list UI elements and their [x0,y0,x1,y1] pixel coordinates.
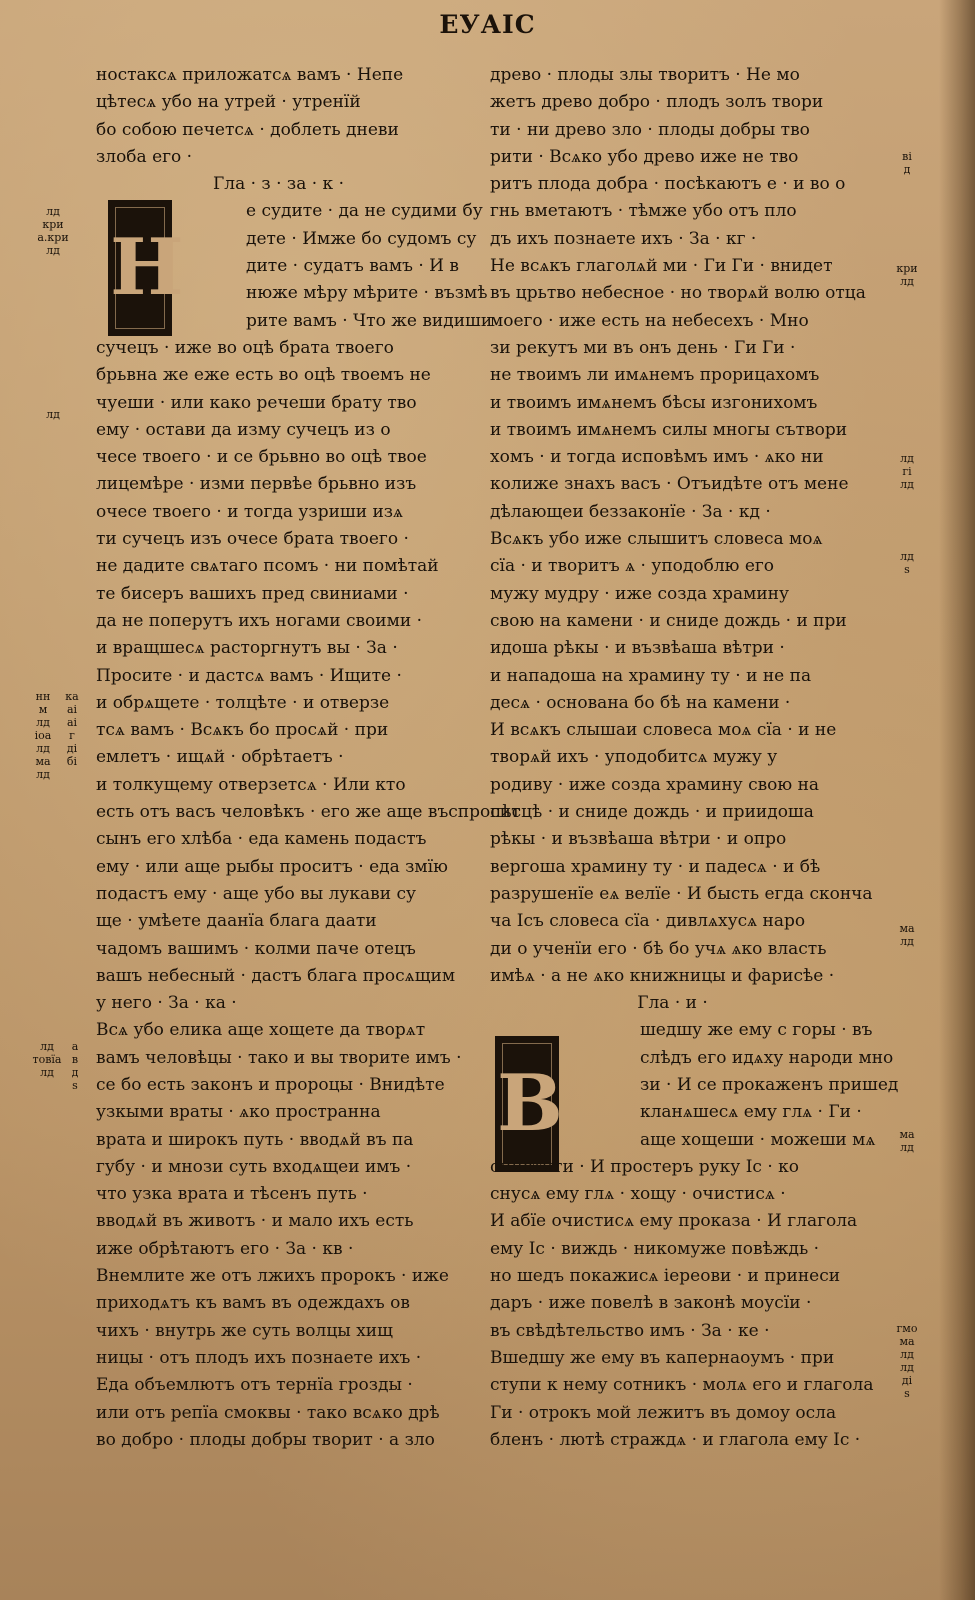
text-line: или отъ репїа смоквы · тако всѧко дрѣ [96,1402,440,1423]
text-line: вамъ человѣцы · тако и вы творите имъ · [96,1047,462,1068]
margin-note-item: ка [65,690,79,703]
margin-note-item: лд [36,742,50,755]
text-line: рѣкы · и възвѣаша вѣтри · и опро [490,829,787,850]
text-line: ча Ісъ словеса сїа · дивлѧхусѧ наро [490,911,806,932]
margin-note-item: ві [902,150,912,163]
text-line: чадомъ вашимъ · колми паче отецъ [96,938,416,959]
text-line: въ свѣдѣтельство имъ · За · ке · [490,1320,770,1341]
margin-note-item: лд [900,452,914,465]
text-line: иже обрѣтаютъ его · За · кв · [96,1238,354,1259]
text-line: древо · плоды злы творитъ · Не мо [490,65,800,85]
margin-note-item: лд [900,935,914,948]
text-line: есть отъ васъ человѣкъ · его же аще въспросит [96,802,521,823]
text-line: чихъ · внутрь же суть волцы хищ [96,1320,393,1341]
text-line: идоша рѣкы · и възвѣаша вѣтри · [490,638,785,659]
chapter-heading: Гла · и · [637,993,708,1014]
text-line: подастъ ему · аще убо вы лукави су [96,883,416,904]
margin-note-item: лд [36,768,50,781]
text-line: аще хощеши · можеши мѧ [640,1129,876,1150]
text-line: ностаксѧ приложатсѧ вамъ · Непе [96,65,404,85]
text-line: ему · остави да изму сучецъ из о [96,419,391,440]
margin-note-item: лд [900,478,914,491]
text-line: лицемѣре · изми первѣе брьвно изъ [96,474,417,495]
text-line: творѧй ихъ · уподобитсѧ мужу у [490,747,778,768]
text-line: ступи к нему сотникъ · молѧ его и глагола [490,1375,874,1396]
text-line: ти · ни древо зло · плоды добры тво [490,119,810,140]
margin-note-item: кри [896,262,918,275]
text-line: колиже знахъ васъ · Отъидѣте отъ мене [490,474,849,495]
text-line: ему · или аще рыбы проситъ · еда змїю [96,856,448,877]
text-line: не твоимъ ли имѧнемъ прорицахомъ [490,365,820,386]
margin-note-item: лд [900,550,914,563]
margin-note-item: аі [66,703,78,716]
text-line: пѣсцѣ · и сниде дождь · и приидоша [490,802,814,823]
text-line: Еда объемлютъ отъ тернїа грозды · [96,1375,413,1396]
text-line: въ црьтво небесное · но творѧй волю отца [490,283,866,304]
text-line: и вращшесѧ расторгнутъ вы · За · [96,638,398,659]
text-line: кланѧшесѧ ему глѧ · Ги · [640,1102,862,1123]
text-line: Внемлите же отъ лжихъ пророкъ · иже [96,1266,449,1287]
text-line: моего · иже есть на небесехъ · Мно [490,310,809,331]
text-line: Просите · и дастсѧ вамъ · Ищите · [96,665,402,686]
text-line: родиву · иже созда храмину свою на [490,774,820,795]
margin-note-item: лд [900,1348,914,1361]
text-line: снусѧ ему глѧ · хощу · очистисѧ · [490,1184,786,1205]
text-line: у него · За · ка · [96,993,237,1014]
text-line: но шедъ покажисѧ іереови · и принеси [490,1266,841,1287]
margin-note-item: ма [899,1335,915,1348]
left-text-column [96,62,521,1454]
margin-note-item: лд [900,1361,914,1374]
margin-note-left [24,205,82,257]
text-line: тсѧ вамъ · Всѧкъ бо просѧй · при [96,720,389,741]
margin-note-item: д [903,163,911,176]
margin-note-right [878,150,936,176]
text-line: шедшу же ему с горы · въ [640,1020,873,1041]
text-line: не дадите свѧтаго псомъ · ни помѣтай [96,556,439,577]
margin-note-item: а [71,1040,79,1053]
text-line: и твоимъ имѧнемъ бѣсы изгонихомъ [490,392,818,413]
margin-note-item: ма [899,1128,915,1141]
margin-note-left [52,690,92,768]
text-line: ще · умѣете даанїа блага даати [96,911,377,932]
margin-note-item: лд [40,1066,54,1079]
text-line: дете · Имже бо судомъ су [246,228,477,249]
margin-note-item: ѕ [904,1387,910,1400]
right-text-column [490,62,899,1454]
text-line: Не всѧкъ глаголѧй ми · Ги Ги · внидет [490,256,833,277]
text-line: вашъ небесный · дастъ блага просѧщим [96,965,456,986]
text-line: сїа · и творитъ ѧ · уподоблю его [490,556,775,577]
margin-note-item: в [71,1053,79,1066]
ornamental-initial-right: В [495,1036,559,1172]
text-line: чуеши · или како речеши брату тво [96,392,417,413]
text-line: и толкущему отверзетсѧ · Или кто [96,774,406,795]
text-line: губу · и мнози суть входѧщеи имъ · [96,1156,412,1177]
text-line: бо собою печетсѧ · доблеть дневи [96,119,399,140]
text-line: зи · И се прокаженъ пришед [640,1074,899,1095]
text-line: очистити · И простеръ руку Іс · ко [490,1156,799,1177]
margin-note-item: кри [42,218,64,231]
margin-note-item: г [69,729,75,742]
text-line: Вшедшу же ему въ капернаоумъ · при [490,1347,835,1368]
margin-note-left [58,1040,92,1092]
text-line: очесе твоего · и тогда узриши изѧ [96,501,404,522]
text-line: даръ · иже повелѣ в законѣ моусїи · [490,1293,812,1314]
margin-note-item: ѕ [72,1079,78,1092]
text-line: десѧ · основана бо бѣ на камени · [490,692,791,713]
margin-note-item: лд [900,1141,914,1154]
text-line: ти сучецъ изъ очесе брата твоего · [96,529,409,550]
text-line: слѣдъ его идѧху народи мно [640,1047,894,1068]
text-line: и нападоша на храмину ту · и не па [490,665,812,686]
text-line: вводѧй въ животъ · и мало ихъ есть [96,1211,414,1232]
margin-note-item: ма [899,922,915,935]
margin-note-right [878,550,936,576]
text-line: сынъ его хлѣба · еда камень подастъ [96,829,427,850]
margin-note-right [878,1322,936,1400]
text-line: узкыми враты · ѧко пространна [96,1102,381,1123]
text-line: рите вамъ · Что же видиши [246,310,493,331]
text-line: ницы · отъ плодъ ихъ познаете ихъ · [96,1347,422,1368]
margin-note-item: ді [66,742,78,755]
margin-note-item: іоа [34,729,52,742]
margin-note-item: лд [46,408,60,421]
text-line: бленъ · лютѣ страждѧ · и глагола ему Іс · [490,1429,861,1450]
text-line: дъ ихъ познаете ихъ · За · кг · [490,228,757,249]
margin-note-item: лд [40,1040,54,1053]
text-line: се бо есть законъ и пророцы · Внидѣте [96,1074,445,1095]
text-line: приходѧтъ къ вамъ въ одеждахъ ов [96,1293,410,1314]
text-line: вергоша храмину ту · и падесѧ · и бѣ [490,856,821,877]
text-line: ему Іс · виждь · никомуже повѣждь · [490,1238,820,1259]
text-line: брьвна же еже есть во оцѣ твоемъ не [96,365,431,386]
margin-note-right [878,1128,936,1154]
text-line: врата и широкъ путь · вводѧй въ па [96,1129,414,1150]
text-line: Всѧ убо елика аще хощете да творѧт [96,1020,426,1041]
text-line: во добро · плоды добры творит · а зло [96,1429,435,1450]
margin-note-item: товїа [32,1053,62,1066]
text-line: злоба его · [96,146,193,167]
text-line: рити · Всѧко убо древо иже не тво [490,146,799,167]
margin-note-item: аі [66,716,78,729]
text-line: зи рекутъ ми въ онъ день · Ги Ги · [490,337,796,358]
text-line: Ги · отрокъ мой лежитъ въ домоу осла [490,1402,837,1423]
margin-note-item: лд [900,275,914,288]
text-line: мужу мудру · иже созда храмину [490,583,790,604]
text-line: имѣѧ · а не ѧко книжницы и фарисѣе · [490,965,835,986]
margin-note-item: гі [902,465,912,478]
text-line: сучецъ · иже во оцѣ брата твоего [96,337,394,358]
text-line: цѣтесѧ убо на утрей · утренїй [96,92,361,113]
margin-note-right [878,922,936,948]
margin-note-item: а.кри [37,231,69,244]
text-line: разрушенїе еѧ велїе · И бысть егда сконча [490,883,873,904]
text-line: жетъ древо добро · плодъ золъ твори [490,92,824,113]
margin-note-item: лд [46,205,60,218]
text-line: дѣлающеи беззаконїе · За · кд · [490,501,771,522]
text-line: да не поперутъ ихъ ногами своими · [96,610,422,631]
margin-note-item: д [71,1066,79,1079]
text-line: ди о ученїи его · бѣ бо учѧ ѧко власть [490,938,827,959]
text-line: нюже мѣру мѣрите · възмѣ [246,283,488,304]
text-line: И абїе очистисѧ ему проказа · И глагола [490,1211,858,1232]
margin-note-item: ѕ [904,563,910,576]
margin-note-right [878,262,936,288]
text-line: чесе твоего · и се брьвно во оцѣ твое [96,447,427,468]
margin-note-item: нн [35,690,51,703]
text-line: свою на камени · и сниде дождь · и при [490,610,847,631]
running-head: ЕУАІС [439,10,536,39]
chapter-heading: Гла · з · за · к · [213,174,344,195]
margin-note-item: ді [901,1374,913,1387]
ornamental-initial-left: Н [108,200,172,336]
text-line: что узка врата и тѣсенъ путь · [96,1184,368,1205]
margin-note-item: ма [35,755,51,768]
text-line: и обрѧщете · толцѣте · и отверзе [96,692,390,713]
margin-note-item: м [38,703,48,716]
text-line: те бисеръ вашихъ пред свиниами · [96,583,409,604]
margin-note-item: лд [36,716,50,729]
margin-note-item: лд [46,244,60,257]
text-line: ритъ плода добра · посѣкаютъ е · и во о [490,174,846,195]
text-line: е судите · да не судими бу [246,201,483,222]
text-line: Всѧкъ убо иже слышитъ словеса моѧ [490,529,823,550]
margin-note-item: бі [66,755,78,768]
margin-note-item: гмо [896,1322,918,1335]
text-line: дите · судатъ вамъ · И в [246,256,459,277]
text-line: гнь вметаютъ · тѣмже убо отъ пло [490,201,797,222]
text-line: и твоимъ имѧнемъ силы многы сътвори [490,419,848,440]
text-line: емлетъ · ищѧй · обрѣтаетъ · [96,747,344,768]
text-line: хомъ · и тогда исповѣмъ имъ · ѧко ни [490,447,824,468]
margin-note-left [24,408,82,421]
margin-note-right [878,452,936,491]
text-line: И всѧкъ слышаи словеса моѧ сїа · и не [490,720,837,741]
